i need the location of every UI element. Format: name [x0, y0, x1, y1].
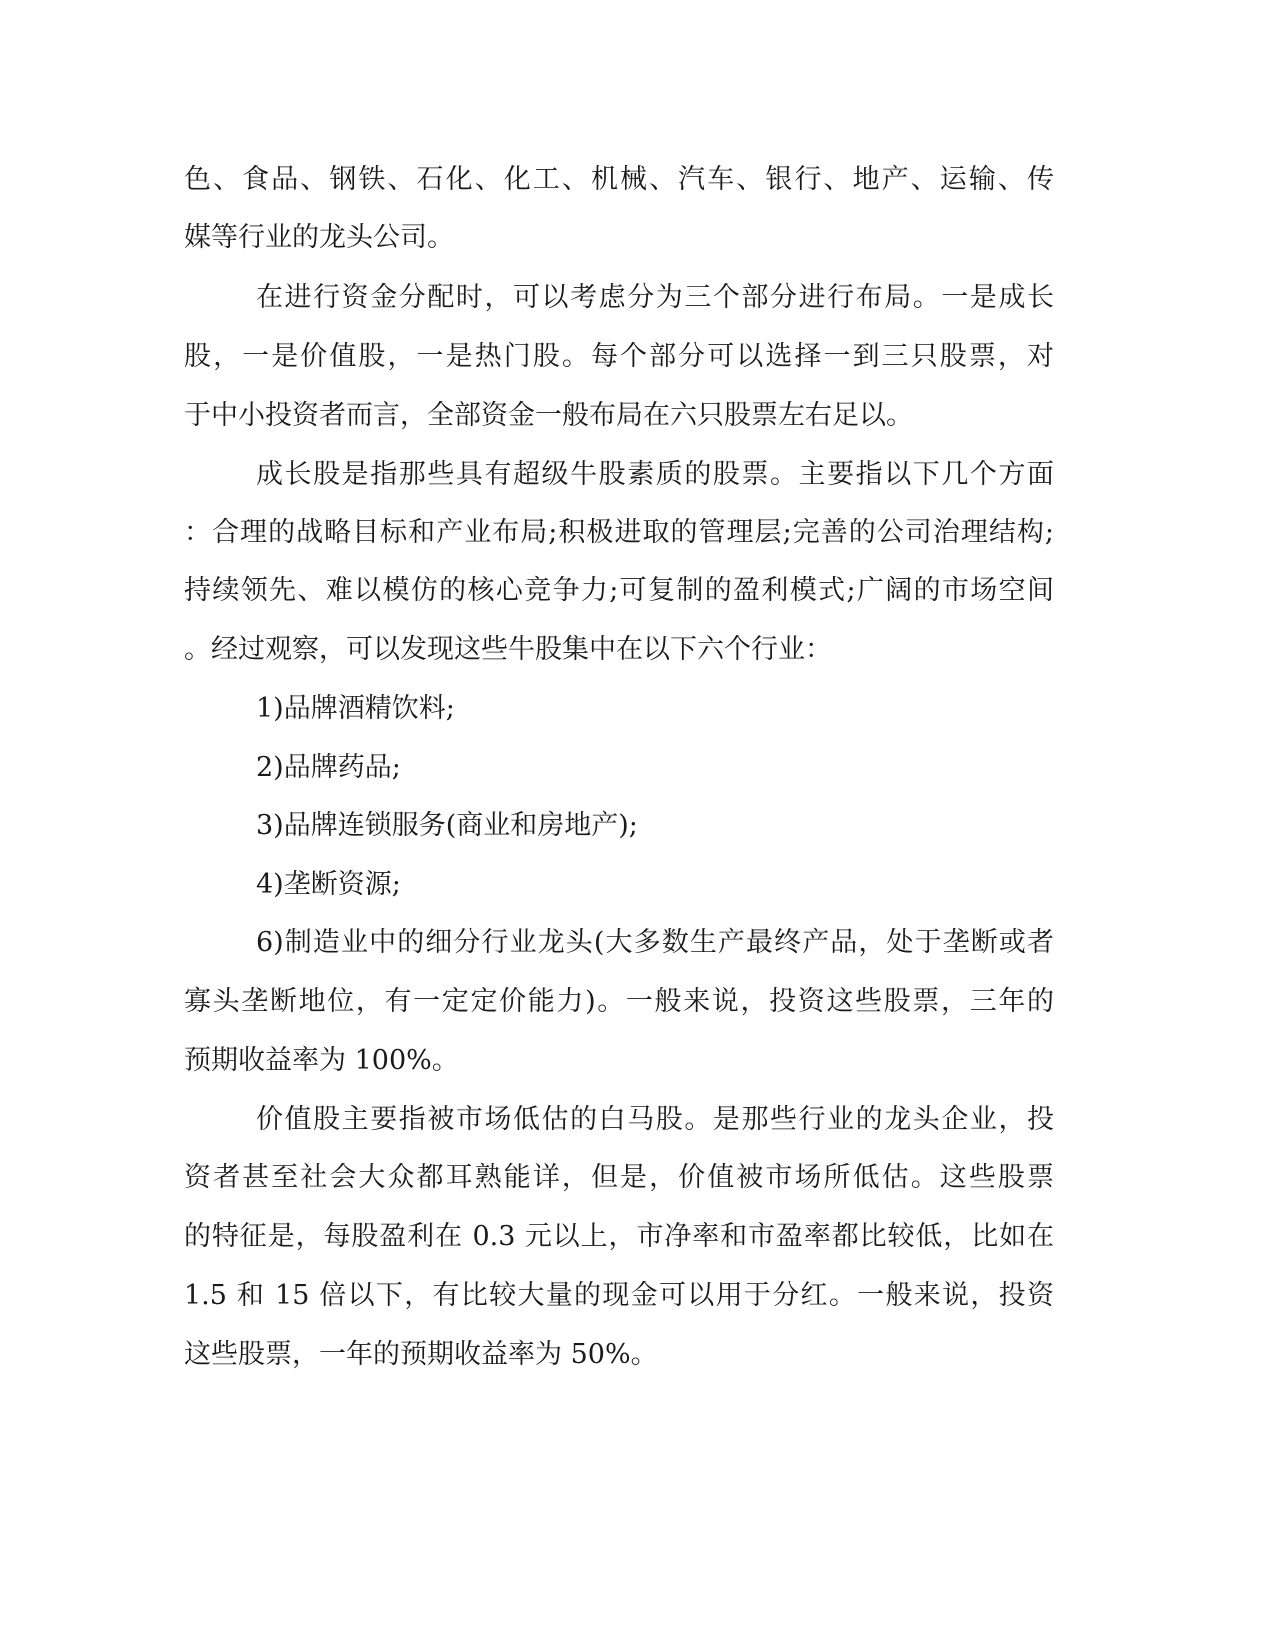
- text-line: 色、食品、钢铁、石化、化工、机械、汽车、银行、地产、运输、传: [184, 164, 1054, 195]
- text-line: 这些股票，一年的预期收益率为 50%。: [184, 1339, 658, 1370]
- list-item: 3)品牌连锁服务(商业和房地产);: [256, 810, 638, 841]
- text-line: 的特征是，每股盈利在 0.3 元以上，市净率和市盈率都比较低，比如在: [184, 1221, 1054, 1252]
- text-line: 媒等行业的龙头公司。: [184, 222, 454, 253]
- paragraph-first-line: 在进行资金分配时，可以考虑分为三个部分进行布局。一是成长: [256, 282, 1054, 313]
- text-line: 。经过观察，可以发现这些牛股集中在以下六个行业：: [184, 634, 832, 665]
- list-item: 4)垄断资源;: [256, 869, 401, 900]
- text-line: 持续领先、难以模仿的核心竞争力;可复制的盈利模式;广阔的市场空间: [184, 575, 1054, 606]
- text-line: 资者甚至社会大众都耳熟能详，但是，价值被市场所低估。这些股票: [184, 1162, 1054, 1193]
- text-line: ：合理的战略目标和产业布局;积极进取的管理层;完善的公司治理结构;: [184, 517, 1054, 548]
- paragraph-first-line: 成长股是指那些具有超级牛股素质的股票。主要指以下几个方面: [256, 459, 1054, 490]
- list-item: 2)品牌药品;: [256, 752, 401, 783]
- text-line: 1.5 和 15 倍以下，有比较大量的现金可以用于分红。一般来说，投资: [184, 1280, 1054, 1311]
- paragraph-first-line: 价值股主要指被市场低估的白马股。是那些行业的龙头企业，投: [256, 1104, 1054, 1135]
- text-line: 股，一是价值股，一是热门股。每个部分可以选择一到三只股票，对: [184, 341, 1054, 372]
- text-line: 预期收益率为 100%。: [184, 1045, 459, 1076]
- text-line: 寡头垄断地位，有一定定价能力)。一般来说，投资这些股票，三年的: [184, 986, 1054, 1017]
- text-line: 于中小投资者而言，全部资金一般布局在六只股票左右足以。: [184, 400, 913, 431]
- list-item: 6)制造业中的细分行业龙头(大多数生产最终产品，处于垄断或者: [256, 927, 1054, 958]
- list-item: 1)品牌酒精饮料;: [256, 693, 455, 724]
